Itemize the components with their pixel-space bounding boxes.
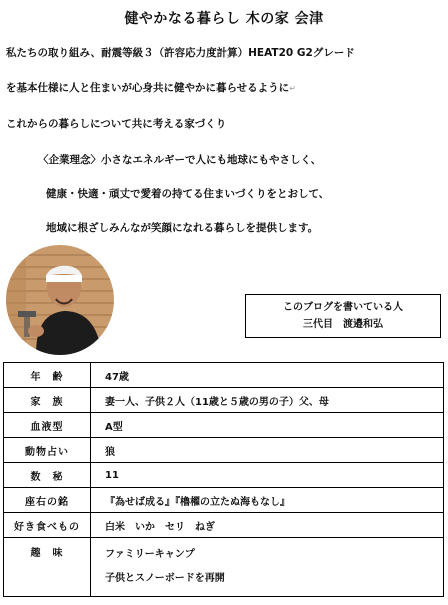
profile-label-favorite-food: 好き食べもの bbox=[4, 513, 91, 538]
table-row bbox=[4, 538, 444, 597]
page-title: 健やかなる暮らし 木の家 会津 bbox=[124, 11, 324, 27]
profile-value-animal-fortune: 狼 bbox=[91, 438, 444, 463]
profile-value-family: 妻一人、子供２人（11歳と５歳の男の子）父、母 bbox=[91, 388, 444, 413]
profile-value-favorite-food: 白米 いか セリ ねぎ bbox=[91, 513, 444, 538]
philosophy-line-3: 地域に根ざしみんなが笑顔になれる暮らしを提供します。 bbox=[46, 222, 319, 234]
intro-line-1: 私たちの取り組み、耐震等級３（許容応力度計算）HEAT20 G2グレード bbox=[6, 47, 355, 59]
profile-label-animal-fortune: 動物占い bbox=[4, 438, 91, 463]
table-row bbox=[4, 463, 444, 488]
blog-author-heading: このブログを書いている人 bbox=[283, 302, 403, 313]
hobby-item: ファミリーキャンプ bbox=[105, 549, 195, 560]
blog-author-name: 三代目 渡邉和弘 bbox=[303, 319, 383, 330]
hobby-item: 子供とスノーボードを再開 bbox=[105, 573, 225, 584]
table-row bbox=[4, 388, 444, 413]
profile-table bbox=[3, 362, 444, 597]
profile-label-age: 年 齢 bbox=[4, 363, 91, 388]
profile-value-age: 47歳 bbox=[91, 363, 444, 388]
table-row bbox=[4, 413, 444, 438]
profile-label-motto: 座右の銘 bbox=[4, 488, 91, 513]
intro-line-3: これからの暮らしについて共に考える家づくり bbox=[6, 118, 227, 130]
philosophy-line-2: 健康・快適・頑丈で愛着の持てる住まいづくりをとおして、 bbox=[46, 188, 330, 200]
profile-label-family: 家 族 bbox=[4, 388, 91, 413]
table-row bbox=[4, 363, 444, 388]
profile-label-numerology: 数 秘 bbox=[4, 463, 91, 488]
profile-value-hobby bbox=[91, 538, 444, 597]
table-row bbox=[4, 513, 444, 538]
author-photo bbox=[6, 245, 114, 355]
profile-value-numerology: 11 bbox=[91, 463, 444, 488]
philosophy-line-1: 〈企業理念〉小さなエネルギーで人にも地球にもやさしく、 bbox=[38, 154, 322, 166]
table-row bbox=[4, 488, 444, 513]
profile-value-blood-type: A型 bbox=[91, 413, 444, 438]
return-mark-icon: ↵ bbox=[289, 84, 296, 93]
intro-line-2 bbox=[6, 80, 296, 95]
table-row bbox=[4, 438, 444, 463]
intro-line-2-text: を基本仕様に人と住まいが心身共に健やかに暮らせるように bbox=[6, 82, 290, 94]
profile-label-hobby: 趣 味 bbox=[4, 538, 91, 597]
profile-value-motto: 『為せば成る』『櫓櫂の立たぬ海もなし』 bbox=[91, 488, 444, 513]
profile-label-blood-type: 血液型 bbox=[4, 413, 91, 438]
blog-author-box bbox=[245, 294, 441, 338]
